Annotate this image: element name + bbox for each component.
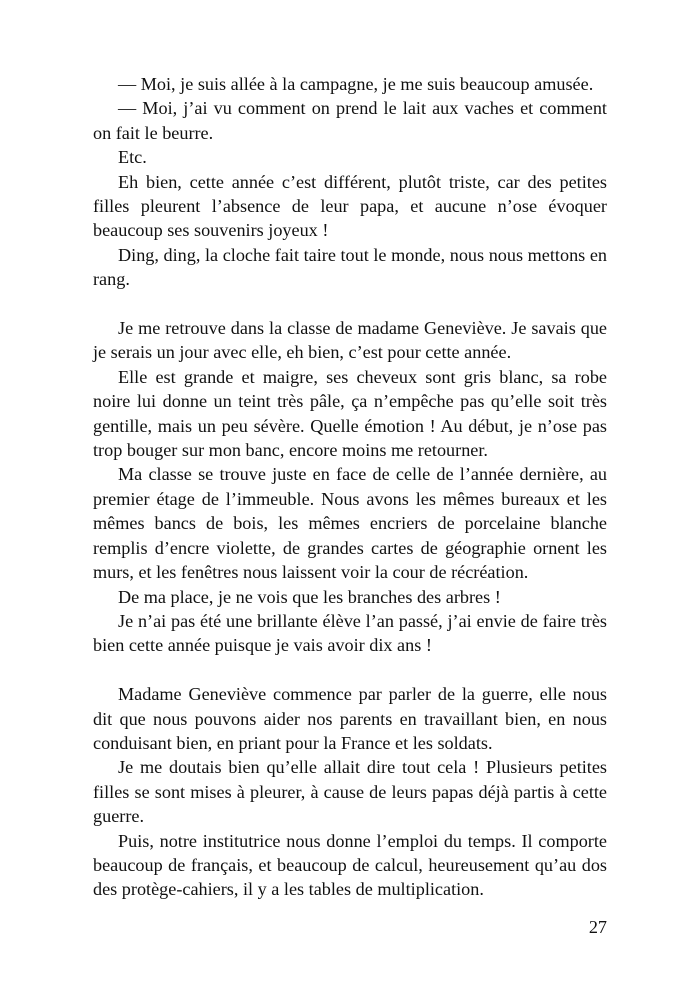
- paragraph: Je me doutais bien qu’elle allait dire tout cela ! Plusieurs petites filles se sont mises à pleurer, à cause de leurs papas déjà partis à cette guerre.: [93, 757, 607, 827]
- paragraph: Puis, notre institutrice nous donne l’emploi du temps. Il comporte beaucoup de français, et beaucoup de calcul, heureusement qu’au dos des protège-cahiers, il y a les tables de multiplication.: [93, 830, 607, 900]
- paragraph: — Moi, je suis allée à la campagne, je me suis beaucoup amusée.: [118, 74, 594, 94]
- paragraph: Ding, ding, la cloche fait taire tout le monde, nous nous mettons en rang.: [93, 244, 607, 290]
- paragraph: Eh bien, cette année c’est différent, plutôt triste, car des petites filles pleurent l’absence de leur papa, et aucune n’ose évoquer beaucoup ses souvenirs joyeux !: [93, 171, 607, 241]
- paragraph: Elle est grande et maigre, ses cheveux sont gris blanc, sa robe noire lui donne un teint très pâle, ça n’empêche pas qu’elle soit très gentille, mais un peu sévère. Quelle émotion ! Au début, je n’ose pas trop bouger sur mon banc, encore moins me retourner.: [93, 366, 607, 461]
- page-number: 27: [588, 917, 607, 937]
- paragraph: Madame Geneviève commence par parler de la guerre, elle nous dit que nous pouvons aider nos parents en travaillant bien, en nous conduisant bien, en priant pour la France et les soldats.: [93, 684, 607, 753]
- paragraph: De ma place, je ne vois que les branches des arbres !: [118, 586, 501, 607]
- paragraph: Ma classe se trouve juste en face de celle de l’année dernière, au premier étage de l’immeuble. Nous avons les mêmes bureaux et les mêmes bancs de bois, les mêmes encriers de porcelaine blanche remplis d’encre violette, de grandes cartes de géographie ornent les murs, et les fenêtres nous laissent voir la cour de récréation.: [93, 464, 607, 583]
- paragraph: — Moi, j’ai vu comment on prend le lait aux vaches et comment on fait le beurre.: [93, 98, 607, 143]
- paragraph: Je n’ai pas été une brillante élève l’an passé, j’ai envie de faire très bien cette année puisque je vais avoir dix ans !: [93, 610, 607, 656]
- paragraph: Je me retrouve dans la classe de madame Geneviève. Je savais que je serais un jour avec elle, eh bien, c’est pour cette année.: [93, 318, 607, 363]
- section-break: [93, 658, 607, 682]
- section-break: [93, 292, 607, 316]
- body-text: [93, 72, 607, 902]
- paragraph: Etc.: [118, 147, 147, 168]
